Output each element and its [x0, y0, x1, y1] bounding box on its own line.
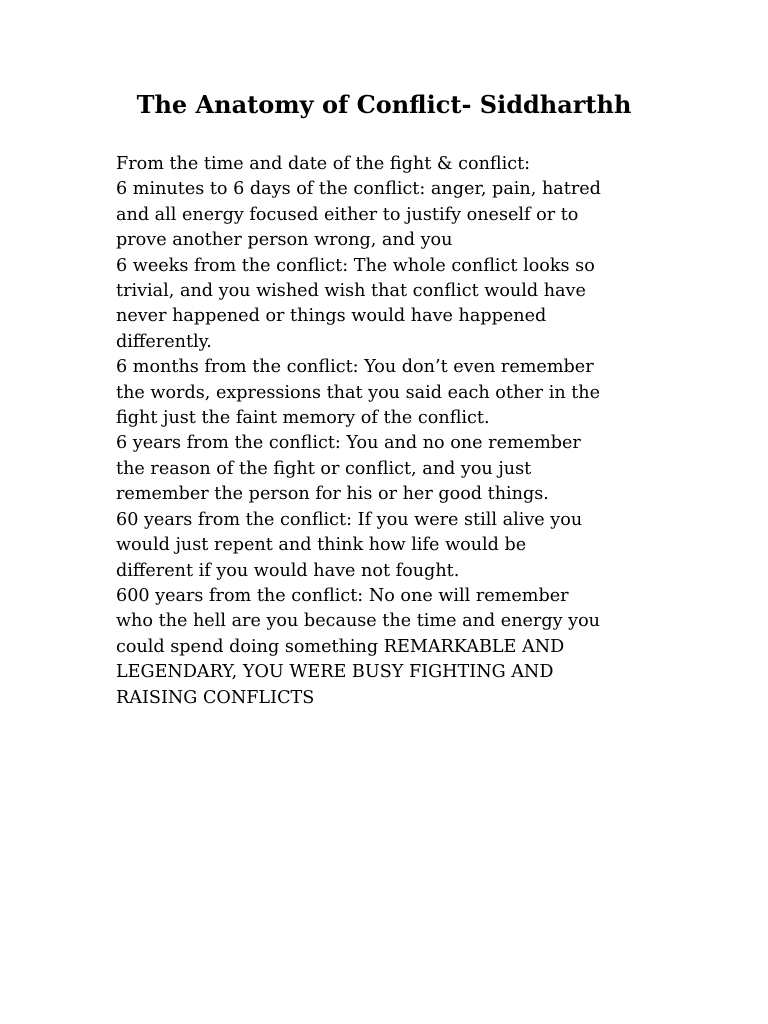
text-line: could spend doing something REMARKABLE AND — [116, 636, 565, 657]
text-line: 6 months from the conflict: You don’t even remember — [116, 357, 594, 378]
text-line: 60 years from the conflict: If you were still alive you — [116, 509, 583, 530]
text-line: would just repent and think how life would be — [116, 535, 527, 556]
text-line: 6 minutes to 6 days of the conflict: anger, pain, hatred — [116, 179, 601, 200]
text-line: From the time and date of the fight & conflict: — [116, 154, 531, 174]
text-line: who the hell are you because the time and energy you — [116, 611, 600, 632]
text-line: fight just the faint memory of the conflict. — [116, 408, 490, 429]
document-body — [116, 152, 676, 711]
text-line: the words, expressions that you said each other in the — [116, 382, 601, 403]
text-line: and all energy focused either to justify oneself or to — [116, 204, 579, 225]
text-line: differently. — [116, 331, 212, 352]
text-line: LEGENDARY, YOU WERE BUSY FIGHTING AND — [116, 662, 554, 683]
document-title: The Anatomy of Conflict- Siddharthh — [136, 90, 632, 119]
text-line: prove another person wrong, and you — [116, 230, 453, 251]
text-line: RAISING CONFLICTS — [116, 687, 315, 708]
text-line: 600 years from the conflict: No one will remember — [116, 585, 569, 606]
text-line: different if you would have not fought. — [116, 560, 460, 581]
text-line: the reason of the fight or conflict, and you just — [116, 458, 532, 479]
text-line: remember the person for his or her good things. — [116, 484, 549, 505]
text-line: 6 years from the conflict: You and no one remember — [116, 433, 581, 454]
text-line: 6 weeks from the conflict: The whole conflict looks so — [116, 255, 595, 276]
text-line: trivial, and you wished wish that conflict would have — [116, 281, 586, 302]
text-line: never happened or things would have happened — [116, 306, 547, 327]
